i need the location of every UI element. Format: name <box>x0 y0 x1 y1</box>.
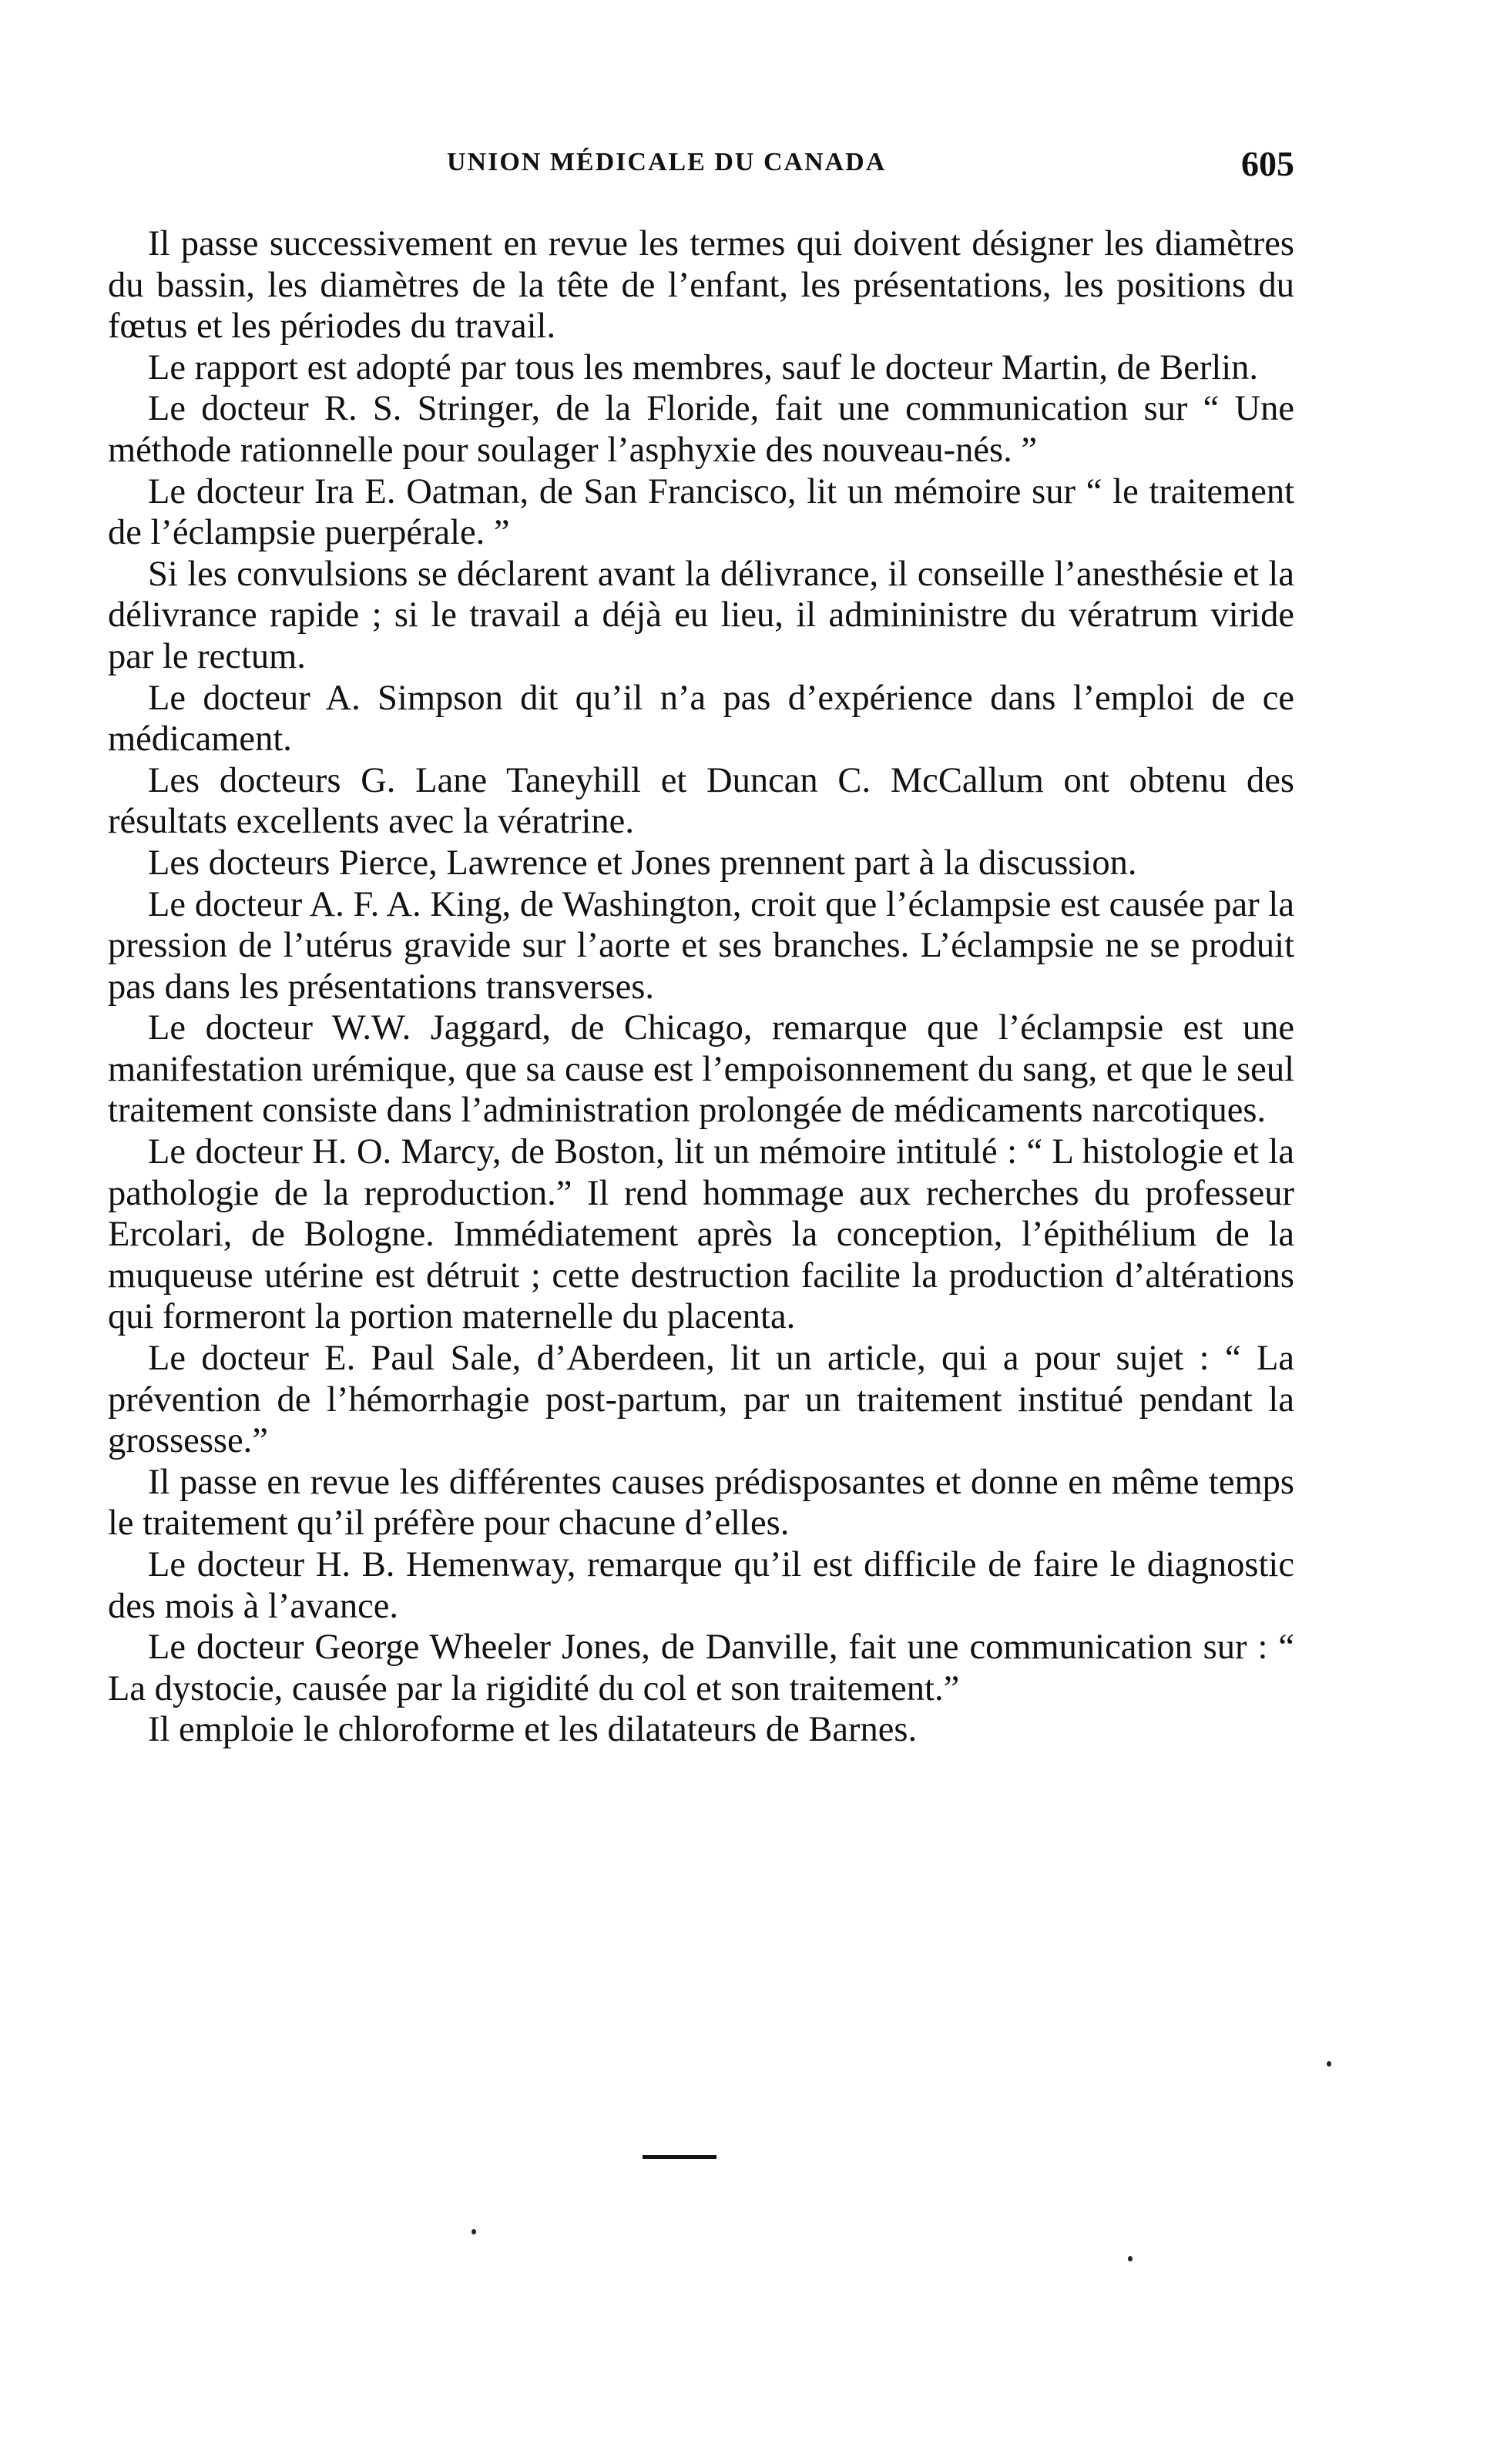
paragraph: Le docteur H. O. Marcy, de Boston, lit un mémoire intitulé : “ L histologie et la pathologie de la reproduction.” Il rend hommage aux recherches du professeur Ercolari, de Bologne. Immédiatement après la conception, l’épithélium de la muqueuse utérine est détruit ; cette destruction facilite la production d’altérations qui formeront la portion maternelle du placenta. <box>108 1132 1294 1337</box>
paragraph: Le docteur E. Paul Sale, d’Aberdeen, lit un article, qui a pour sujet : “ La prévention de l’hémorrhagie post-partum, par un traitement institué pendant la grossesse.” <box>108 1339 1294 1461</box>
paragraph: Le rapport est adopté par tous les membres, sauf le docteur Martin, de Berlin. <box>148 347 1259 387</box>
paragraph: Le docteur George Wheeler Jones, de Danville, fait une communication sur : “ La dystocie, causée par la rigidité du col et son traitement.” <box>108 1628 1294 1708</box>
print-speck <box>1327 2061 1331 2067</box>
paragraph: Il emploie le chloroforme et les dilatateurs de Barnes. <box>148 1710 918 1750</box>
paragraph: Il passe en revue les différentes causes prédisposantes et donne en même temps le traitement qu’il préfère pour chacune d’elles. <box>108 1462 1294 1544</box>
paragraph: Le docteur Ira E. Oatman, de San Francisco, lit un mémoire sur “ le traitement de l’éclampsie puerpérale. ” <box>108 471 1294 553</box>
paragraph: Le docteur A. Simpson dit qu’il n’a pas d’expérience dans l’emploi de ce médicament. <box>108 678 1294 759</box>
print-speck <box>471 2229 476 2234</box>
body-text <box>108 223 1294 1751</box>
running-title: UNION MÉDICALE DU CANADA <box>447 148 887 176</box>
print-speck <box>1128 2256 1133 2261</box>
paragraph: Le docteur R. S. Stringer, de la Floride, fait une communication sur “ Une méthode rationnelle pour soulager l’asphyxie des nouveau-nés. ” <box>108 389 1294 470</box>
paragraph: Le docteur W.W. Jaggard, de Chicago, remarque que l’éclampsie est une manifestation urémique, que sa cause est l’empoisonnement du sang, et que le seul traitement consiste dans l’administration prolongée de médicaments narcotiques. <box>108 1008 1294 1131</box>
paragraph: Le docteur A. F. A. King, de Washington, croit que l’éclampsie est causée par la pression de l’utérus gravide sur l’aorte et ses branches. L’éclampsie ne se produit pas dans les présentations transverses. <box>108 884 1294 1007</box>
paragraph: Les docteurs G. Lane Taneyhill et Duncan C. McCallum ont obtenu des résultats excellents avec la vératrine. <box>108 760 1294 842</box>
page-number: 605 <box>1241 144 1294 183</box>
paragraph: Si les convulsions se déclarent avant la délivrance, il conseille l’anesthésie et la délivrance rapide ; si le travail a déjà eu lieu, il admininistre du vératrum viride par le rectum. <box>108 554 1294 676</box>
paragraph: Les docteurs Pierce, Lawrence et Jones prennent part à la discussion. <box>148 843 1137 883</box>
paragraph: Le docteur H. B. Hemenway, remarque qu’il est difficile de faire le diagnostic des mois à l’avance. <box>108 1545 1294 1626</box>
running-header <box>108 143 1294 189</box>
paragraph: Il passe successivement en revue les termes qui doivent désigner les diamètres du bassin, les diamètres de la tête de l’enfant, les présentations, les positions du fœtus et les périodes du travail. <box>108 224 1294 347</box>
section-divider-rule <box>643 2155 716 2159</box>
